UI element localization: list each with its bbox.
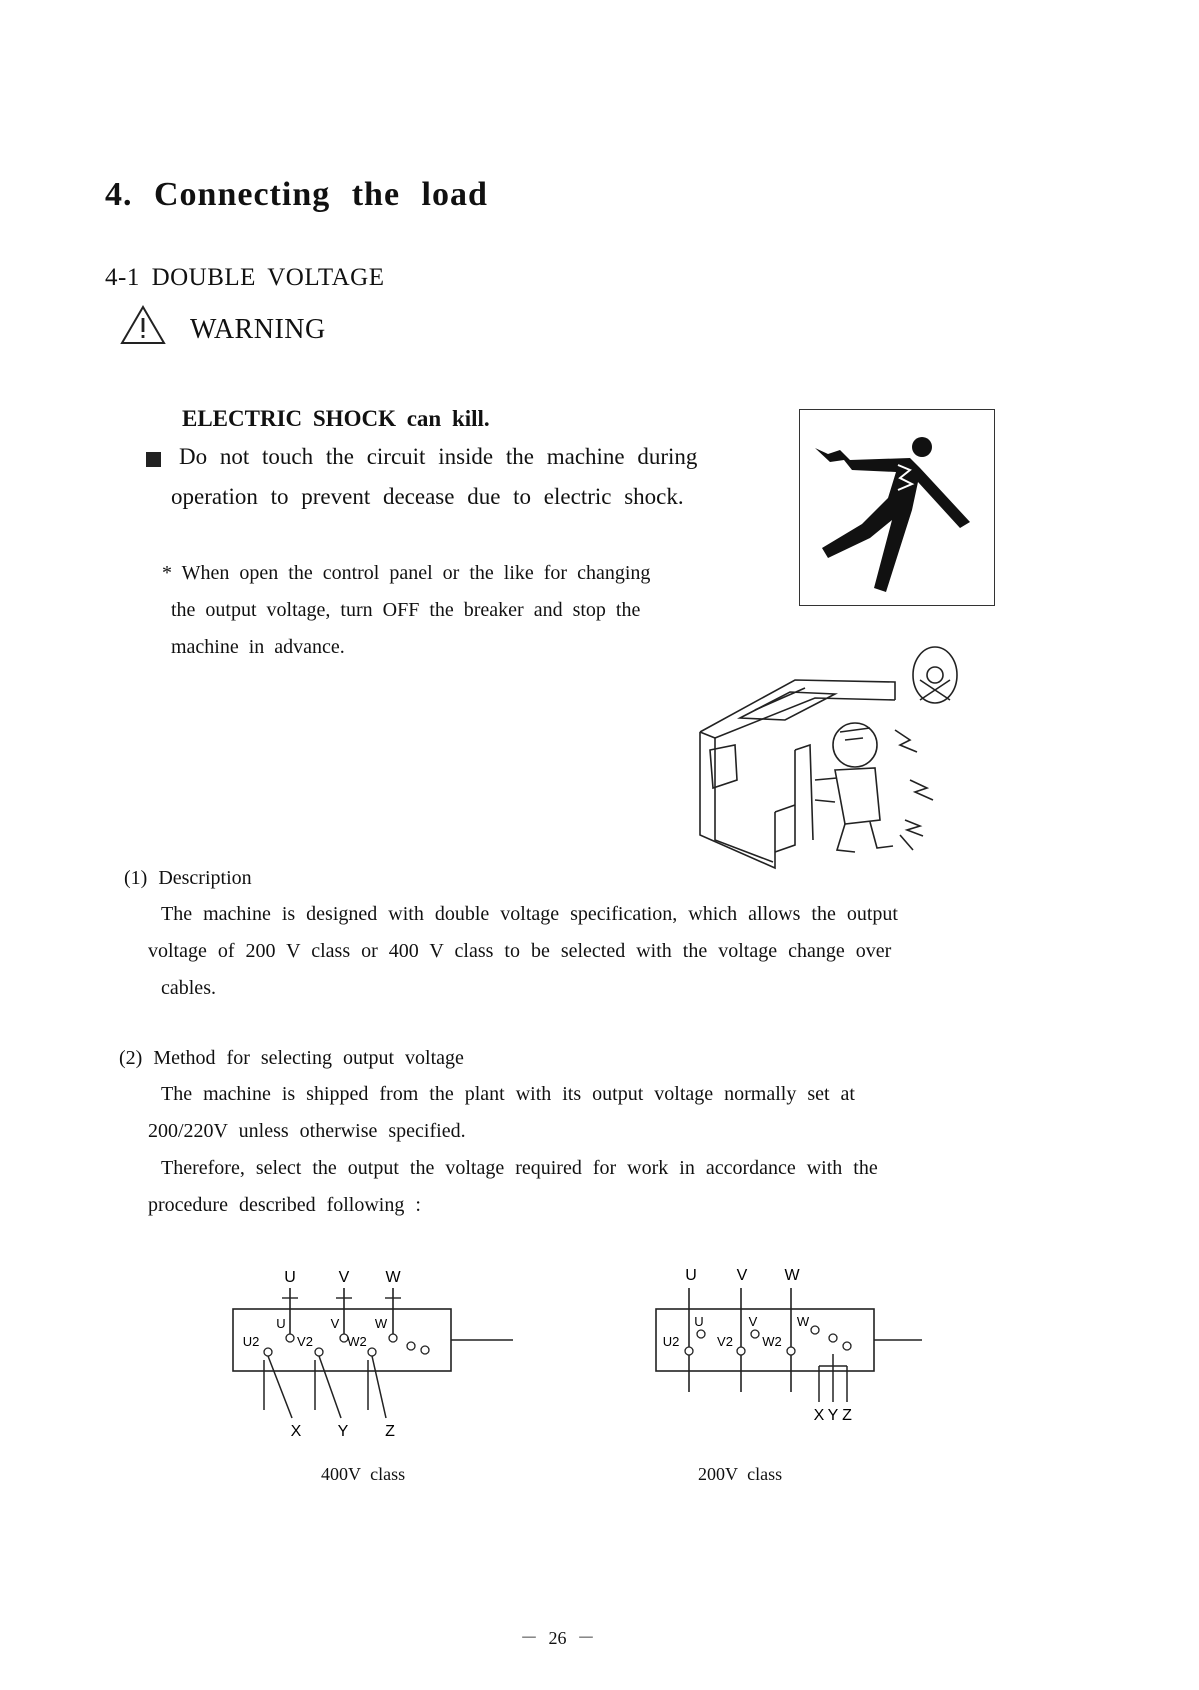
- terminal-label: V2: [297, 1334, 313, 1349]
- terminal-label: U: [694, 1314, 704, 1329]
- terminal-label: Y: [337, 1423, 349, 1440]
- terminal-label: W2: [347, 1334, 367, 1349]
- terminal-label: U: [276, 1316, 286, 1331]
- diagram-200v: [656, 1267, 922, 1424]
- terminal-label: W: [796, 1314, 810, 1329]
- diagram-400v: [233, 1269, 513, 1440]
- bullet-square-icon: [146, 452, 161, 467]
- description-line: The machine is designed with double voltage specification, which allows the output: [161, 903, 898, 925]
- wiring-diagrams: [225, 1262, 925, 1442]
- method-line: Therefore, select the output the voltage required for work in accordance with the: [161, 1157, 878, 1179]
- warning-text-line: Do not touch the circuit inside the machine during: [179, 444, 698, 469]
- description-line: cables.: [161, 977, 216, 999]
- terminal-label: Z: [842, 1407, 852, 1424]
- terminal-label: Y: [827, 1407, 839, 1424]
- note-line: the output voltage, turn OFF the breaker and stop the: [171, 599, 641, 621]
- method-line: The machine is shipped from the plant with its output voltage normally set at: [161, 1083, 855, 1105]
- terminal-label: V: [748, 1314, 758, 1329]
- diagram-caption-400v: 400V class: [321, 1464, 406, 1484]
- terminal-label: X: [813, 1407, 825, 1424]
- terminal-label: W: [374, 1316, 388, 1331]
- method-line: 200/220V unless otherwise specified.: [148, 1120, 466, 1142]
- terminal-label: W: [784, 1267, 800, 1284]
- page-number: － 26 －: [520, 1628, 595, 1648]
- diagram-caption-200v: 200V class: [698, 1464, 783, 1484]
- warning-label: WARNING: [190, 314, 326, 345]
- electric-shock-heading: ELECTRIC SHOCK can kill.: [182, 406, 490, 431]
- shock-cartoon-illustration: [695, 640, 970, 872]
- note-line: machine in advance.: [171, 636, 345, 658]
- terminal-label: X: [290, 1423, 302, 1440]
- terminal-label: U2: [242, 1334, 260, 1349]
- terminal-label: V: [338, 1269, 350, 1286]
- method-line: procedure described following :: [148, 1194, 421, 1216]
- terminal-label: U: [685, 1267, 697, 1284]
- terminal-label: U2: [662, 1334, 680, 1349]
- terminal-label: U: [284, 1269, 296, 1286]
- section-heading: 4-1 DOUBLE VOLTAGE: [105, 264, 385, 291]
- electric-shock-icon: [800, 410, 994, 605]
- note-line: * When open the control panel or the like for changing: [162, 562, 651, 584]
- page-title: 4. Connecting the load: [105, 176, 488, 213]
- terminal-label: W2: [762, 1334, 782, 1349]
- terminal-label: Z: [385, 1423, 395, 1440]
- terminal-label: W: [385, 1269, 401, 1286]
- description-heading: (1) Description: [124, 867, 252, 889]
- terminal-label: V2: [717, 1334, 733, 1349]
- electric-shock-pictogram: [799, 409, 995, 606]
- description-line: voltage of 200 V class or 400 V class to be selected with the voltage change over: [148, 940, 892, 962]
- method-heading: (2) Method for selecting output voltage: [119, 1047, 464, 1069]
- warning-triangle-icon: [120, 305, 166, 345]
- terminal-label: V: [330, 1316, 340, 1331]
- terminal-label: V: [736, 1267, 748, 1284]
- warning-text-line: operation to prevent decease due to electric shock.: [171, 484, 684, 509]
- safety-note: [162, 555, 722, 666]
